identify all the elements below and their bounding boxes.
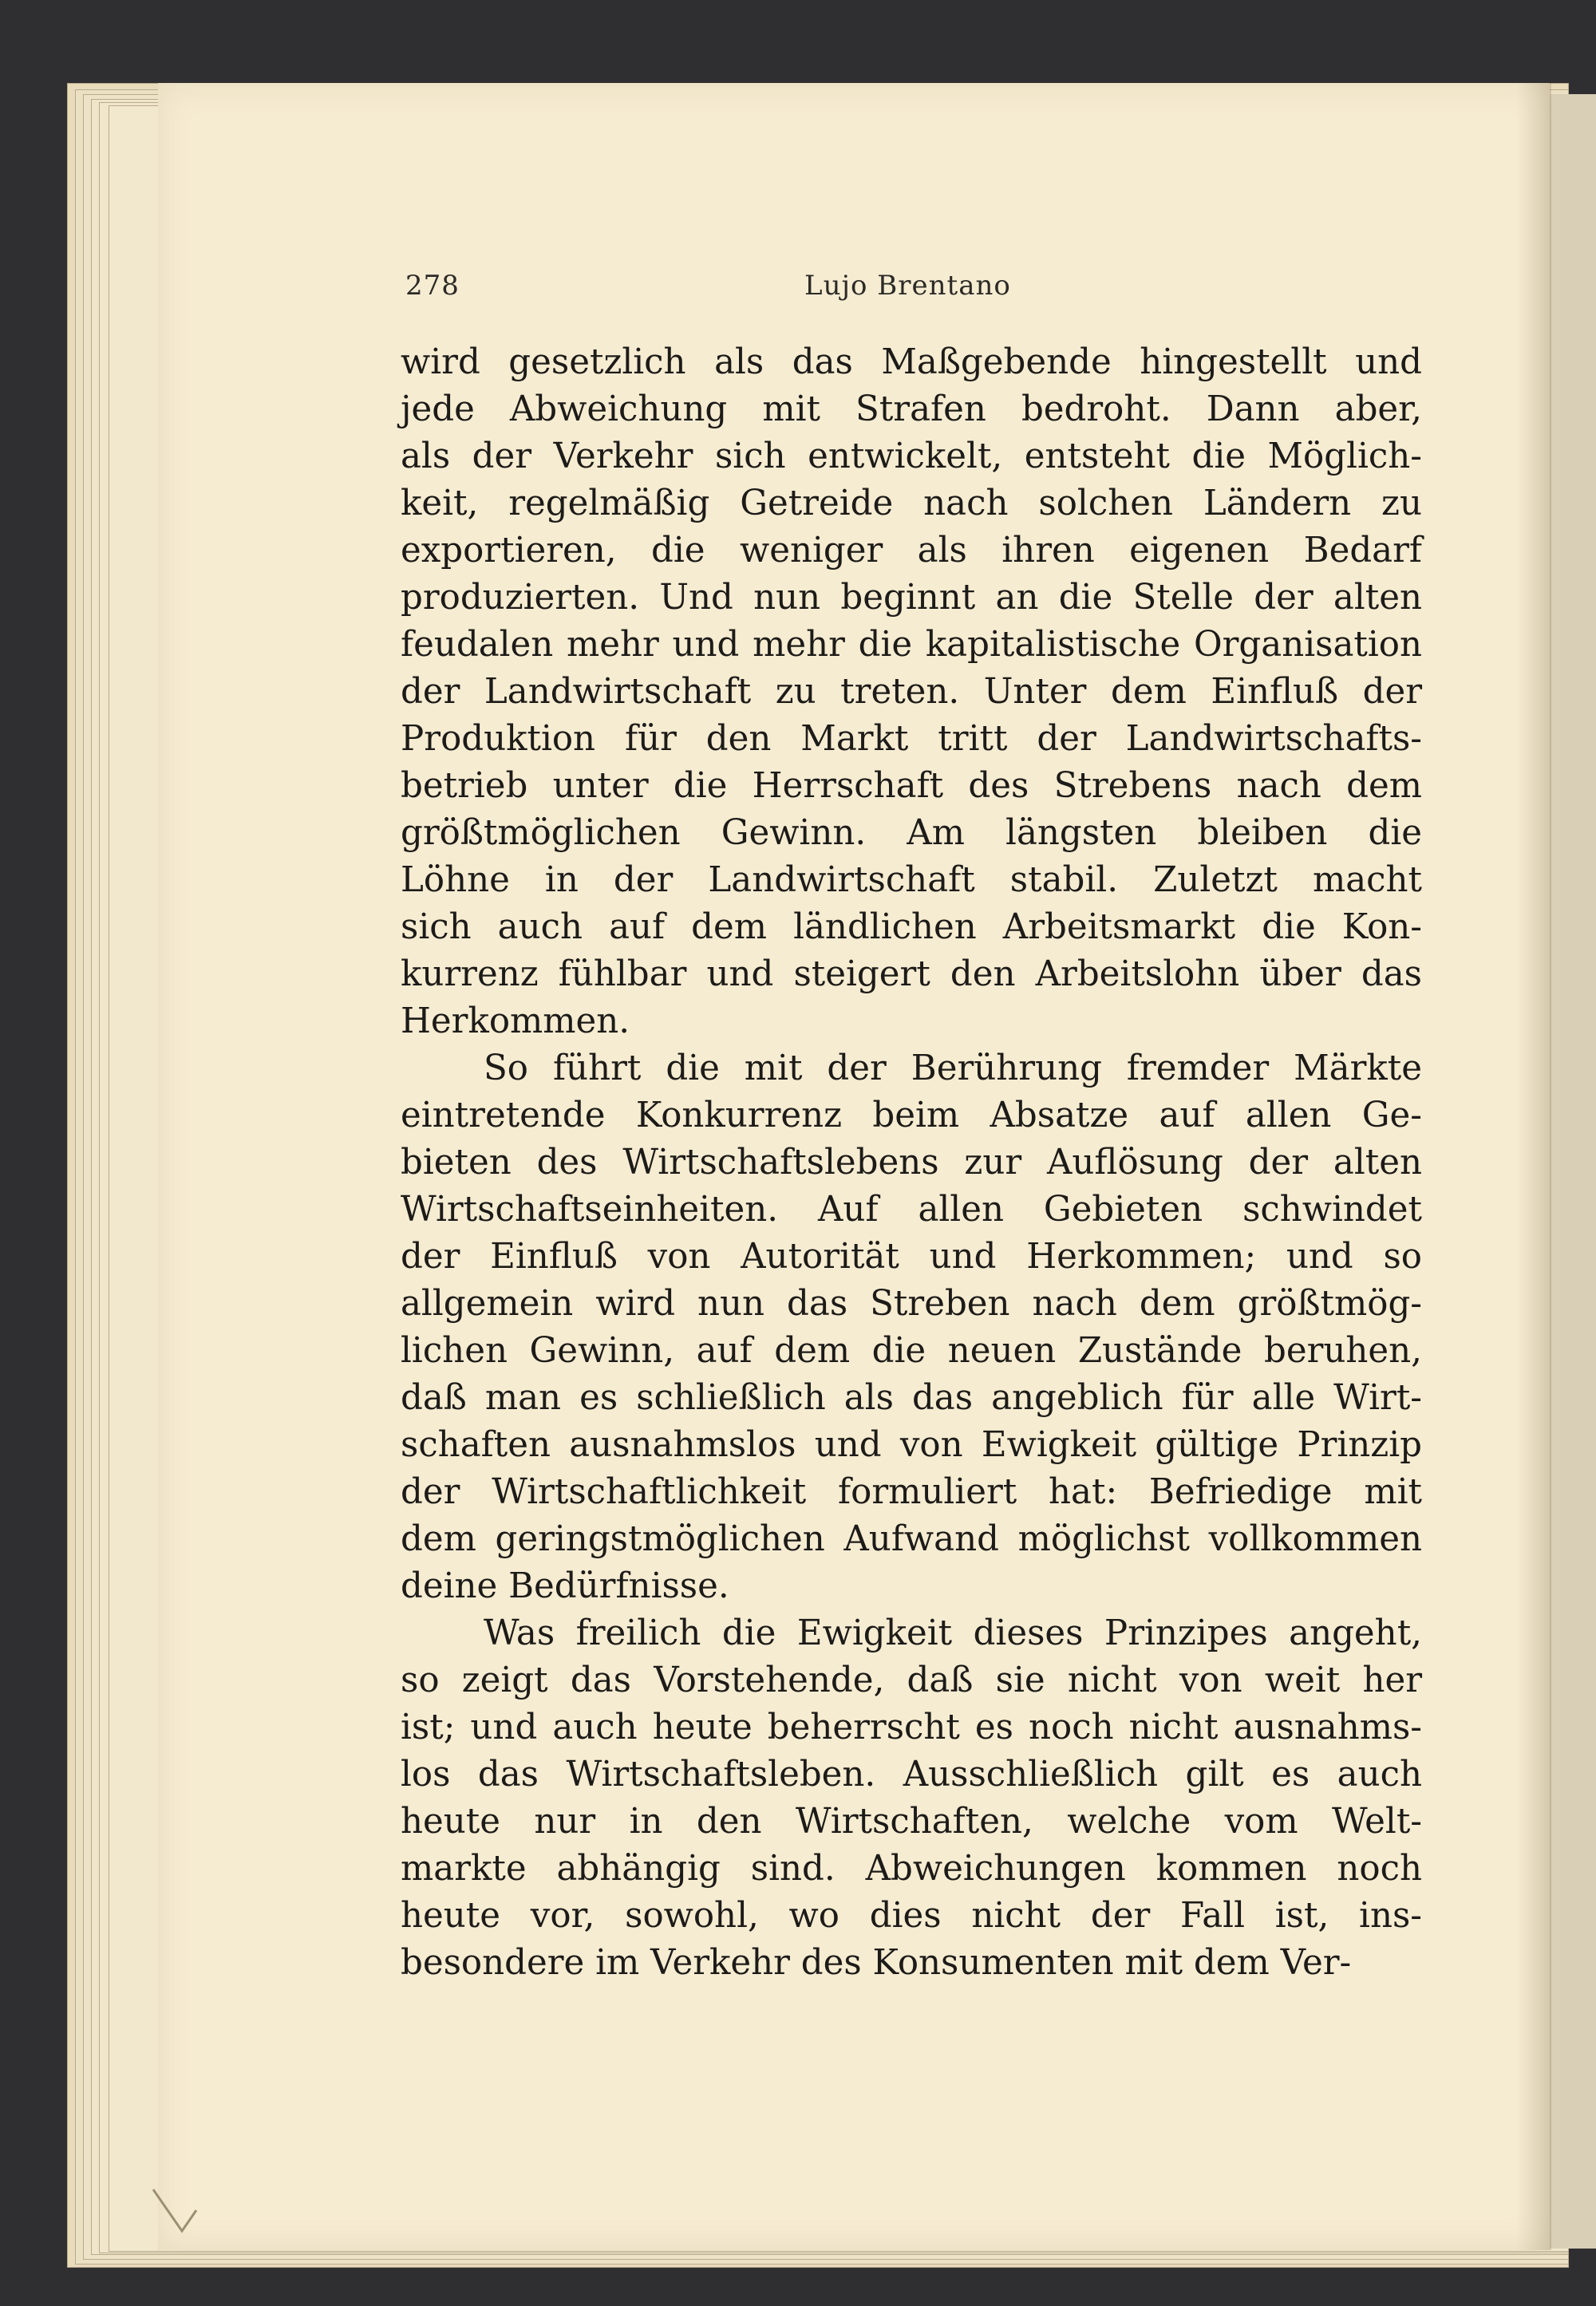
text-line: Löhne in der Landwirtschaft stabil. Zuletzt macht (401, 860, 1422, 900)
paragraph (401, 1610, 1422, 1987)
text-line: Herkommen. (401, 1001, 630, 1041)
text-line: keit, regelmäßig Getreide nach solchen Ländern zu (401, 484, 1422, 523)
page-header (405, 270, 1435, 318)
text-line: dem geringstmöglichen Aufwand möglichst vollkommen (401, 1519, 1422, 1559)
text-line: bieten des Wirtschaftslebens zur Auflösung der alten (401, 1143, 1422, 1183)
paragraph (401, 339, 1422, 1045)
text-line: So führt die mit der Berührung fremder Märkte (484, 1048, 1422, 1088)
text-line: feudalen mehr und mehr die kapitalistische Organisation (401, 625, 1422, 665)
text-line: lichen Gewinn, auf dem die neuen Zustände beruhen, (401, 1331, 1422, 1371)
page-number: 278 (405, 270, 460, 302)
body-text (401, 339, 1422, 1987)
text-line: deine Bedürfnisse. (401, 1566, 729, 1606)
text-line: der Landwirtschaft zu treten. Unter dem Einfluß der (401, 672, 1422, 712)
text-line: so zeigt das Vorstehende, daß sie nicht von weit her (401, 1660, 1422, 1700)
text-line: daß man es schließlich als das angeblich für alle Wirt- (401, 1378, 1422, 1418)
text-line: eintretende Konkurrenz beim Absatze auf allen Ge- (401, 1096, 1422, 1135)
text-line: größtmöglichen Gewinn. Am längsten bleiben die (401, 813, 1422, 853)
text-line: produzierten. Und nun beginnt an die Stelle der alten (401, 578, 1422, 618)
text-line: Wirtschaftseinheiten. Auf allen Gebieten schwindet (401, 1190, 1422, 1230)
text-line: kurrenz fühlbar und steigert den Arbeitslohn über das (401, 954, 1422, 994)
text-line: heute vor, sowohl, wo dies nicht der Fall ist, ins- (401, 1896, 1422, 1936)
text-line: Was freilich die Ewigkeit dieses Prinzipes angeht, (484, 1613, 1422, 1653)
text-line: los das Wirtschaftsleben. Ausschließlich gilt es auch (401, 1755, 1422, 1795)
text-line: ist; und auch heute beherrscht es noch nicht ausnahms- (401, 1708, 1422, 1747)
text-line: betrieb unter die Herrschaft des Strebens nach dem (401, 766, 1422, 806)
text-line: der Einfluß von Autorität und Herkommen; und so (401, 1237, 1422, 1277)
text-line: exportieren, die weniger als ihren eigenen Bedarf (401, 531, 1422, 571)
text-line: schaften ausnahmslos und von Ewigkeit gültige Prinzip (401, 1425, 1422, 1465)
text-line: der Wirtschaftlichkeit formuliert hat: Befriedige mit (401, 1472, 1422, 1512)
text-line: wird gesetzlich als das Maßgebende hingestellt und (401, 342, 1422, 382)
page-corner-fold-icon (150, 2186, 198, 2234)
text-line: Produktion für den Markt tritt der Landwirtschafts- (401, 719, 1422, 759)
text-line: als der Verkehr sich entwickelt, entsteht die Möglich- (401, 436, 1422, 476)
text-line: jede Abweichung mit Strafen bedroht. Dann aber, (401, 389, 1422, 429)
text-line: besondere im Verkehr des Konsumenten mit dem Ver- (401, 1943, 1352, 1983)
running-head: Lujo Brentano (804, 270, 1011, 302)
gutter-shadow (1516, 83, 1551, 2250)
text-line: heute nur in den Wirtschaften, welche vom Welt- (401, 1802, 1422, 1842)
text-line: markte abhängig sind. Abweichungen kommen noch (401, 1849, 1422, 1889)
paragraph (401, 1045, 1422, 1610)
text-line: sich auch auf dem ländlichen Arbeitsmarkt die Kon- (401, 907, 1422, 947)
text-line: allgemein wird nun das Streben nach dem größtmög- (401, 1284, 1422, 1324)
facing-page-edge (1548, 94, 1596, 2249)
